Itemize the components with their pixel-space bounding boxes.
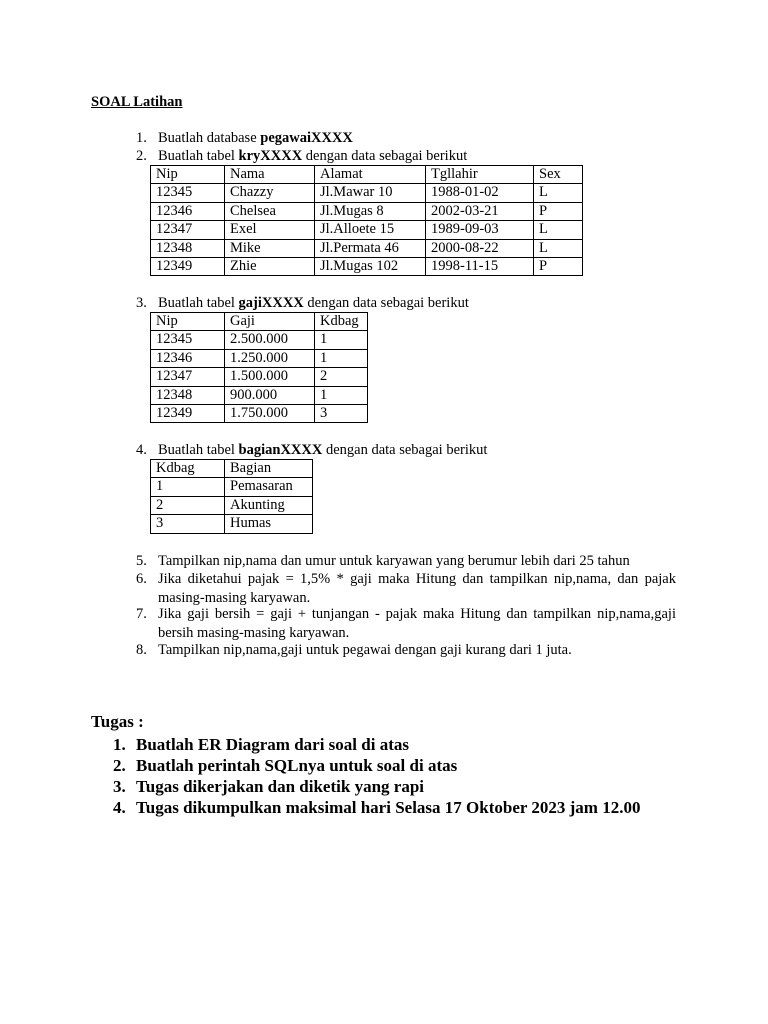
tugas-heading: Tugas :	[91, 712, 144, 731]
tugas-number: 2.	[113, 756, 126, 775]
table-cell: Humas	[225, 515, 313, 533]
table-cell: Chazzy	[225, 184, 315, 202]
tugas-text: Buatlah perintah SQLnya untuk soal di atas	[136, 756, 458, 775]
table-cell: 1	[151, 478, 225, 496]
question-text: Buatlah database	[158, 130, 261, 146]
table-row	[151, 386, 368, 404]
question-number: 7.	[136, 606, 147, 622]
table-cell: 1.750.000	[225, 404, 315, 422]
question-number: 8.	[136, 642, 147, 658]
question-4	[136, 441, 676, 460]
tugas-text: Tugas dikerjakan dan diketik yang rapi	[136, 777, 424, 796]
table-gaji	[150, 312, 368, 423]
question-number: 3.	[136, 295, 147, 311]
tugas-text: Tugas dikumpulkan maksimal hari Selasa 17 Oktober 2023 jam 12.00	[136, 798, 641, 817]
question-number: 5.	[136, 553, 147, 569]
question-number: 2.	[136, 148, 147, 164]
table-cell: Zhie	[225, 257, 315, 275]
tugas-number: 3.	[113, 777, 126, 796]
table-cell: Mike	[225, 239, 315, 257]
table-row	[151, 202, 583, 220]
question-text: dengan data sebagai berikut	[303, 295, 469, 311]
table-header-row	[151, 460, 313, 478]
table-row	[151, 404, 368, 422]
column-header: Bagian	[225, 460, 313, 478]
table-cell: Exel	[225, 221, 315, 239]
question-number: 4.	[136, 442, 147, 458]
table-cell: 12348	[151, 239, 225, 257]
column-header: Alamat	[315, 166, 426, 184]
question-7	[136, 605, 676, 642]
column-header: Kdbag	[151, 460, 225, 478]
table-cell: L	[534, 221, 583, 239]
table-cell: 1989-09-03	[426, 221, 534, 239]
table-cell: P	[534, 202, 583, 220]
table-cell: Jl.Mugas 8	[315, 202, 426, 220]
table-row	[151, 349, 368, 367]
tugas-number: 1.	[113, 735, 126, 754]
question-text: dengan data sebagai berikut	[322, 442, 488, 458]
tugas-text: Buatlah ER Diagram dari soal di atas	[136, 735, 409, 754]
table-cell: 12345	[151, 184, 225, 202]
table-cell: 1.250.000	[225, 349, 315, 367]
table-header-row	[151, 313, 368, 331]
table-cell: 12346	[151, 202, 225, 220]
table-cell: 2002-03-21	[426, 202, 534, 220]
table-name: bagianXXXX	[238, 442, 323, 458]
table-cell: Chelsea	[225, 202, 315, 220]
table-cell: Jl.Alloete 15	[315, 221, 426, 239]
table-cell: 12347	[151, 368, 225, 386]
table-cell: Jl.Permata 46	[315, 239, 426, 257]
question-5	[136, 552, 676, 571]
question-text: Jika diketahui pajak = 1,5% * gaji maka Hitung dan tampilkan nip,nama, dan pajak masing-masing karyawan.	[158, 571, 676, 606]
table-cell: 2	[315, 368, 368, 386]
question-6	[136, 570, 676, 607]
tugas-item-3	[113, 776, 733, 797]
table-cell: 2	[151, 496, 225, 514]
column-header: Nama	[225, 166, 315, 184]
question-number: 1.	[136, 130, 147, 146]
tugas-item-2	[113, 755, 733, 776]
table-cell: 12348	[151, 386, 225, 404]
table-cell: L	[534, 184, 583, 202]
table-cell: 12346	[151, 349, 225, 367]
table-cell: 12349	[151, 257, 225, 275]
column-header: Kdbag	[315, 313, 368, 331]
database-name: pegawaiXXXX	[260, 130, 353, 146]
table-row	[151, 368, 368, 386]
table-cell: Akunting	[225, 496, 313, 514]
page-title: SOAL Latihan	[91, 94, 183, 110]
question-text: Buatlah tabel	[158, 295, 239, 311]
question-8	[136, 641, 676, 660]
table-cell: P	[534, 257, 583, 275]
question-text: Buatlah tabel	[158, 148, 239, 164]
question-text: Tampilkan nip,nama dan umur untuk karyawan yang berumur lebih dari 25 tahun	[158, 553, 630, 569]
table-cell: 2000-08-22	[426, 239, 534, 257]
table-cell: 1	[315, 331, 368, 349]
table-row	[151, 331, 368, 349]
question-text: dengan data sebagai berikut	[302, 148, 468, 164]
table-cell: 1988-01-02	[426, 184, 534, 202]
question-3	[136, 294, 676, 313]
table-cell: 3	[151, 515, 225, 533]
table-cell: 12345	[151, 331, 225, 349]
table-header-row	[151, 166, 583, 184]
question-text: Buatlah tabel	[158, 442, 239, 458]
table-row	[151, 515, 313, 533]
table-cell: 12349	[151, 404, 225, 422]
table-cell: 1	[315, 386, 368, 404]
table-cell: 1998-11-15	[426, 257, 534, 275]
question-text: Tampilkan nip,nama,gaji untuk pegawai dengan gaji kurang dari 1 juta.	[158, 642, 572, 658]
table-row	[151, 496, 313, 514]
table-row	[151, 221, 583, 239]
table-name: kryXXXX	[238, 148, 303, 164]
question-1	[136, 129, 676, 148]
tugas-item-4	[113, 797, 733, 818]
table-bagian	[150, 459, 313, 534]
table-cell: Jl.Mugas 102	[315, 257, 426, 275]
table-cell: 2.500.000	[225, 331, 315, 349]
table-name: gajiXXXX	[238, 295, 304, 311]
table-cell: 1.500.000	[225, 368, 315, 386]
question-number: 6.	[136, 571, 147, 587]
column-header: Tgllahir	[426, 166, 534, 184]
table-cell: 3	[315, 404, 368, 422]
table-cell: Jl.Mawar 10	[315, 184, 426, 202]
table-row	[151, 478, 313, 496]
question-text: Jika gaji bersih = gaji + tunjangan - pajak maka Hitung dan tampilkan nip,nama,gaji bersih masing-masing karyawan.	[158, 606, 676, 641]
question-2	[136, 147, 676, 166]
column-header: Nip	[151, 166, 225, 184]
column-header: Sex	[534, 166, 583, 184]
table-cell: L	[534, 239, 583, 257]
column-header: Gaji	[225, 313, 315, 331]
table-row	[151, 239, 583, 257]
table-cell: 12347	[151, 221, 225, 239]
table-row	[151, 184, 583, 202]
table-cell: Pemasaran	[225, 478, 313, 496]
column-header: Nip	[151, 313, 225, 331]
table-kry	[150, 165, 583, 276]
table-cell: 1	[315, 349, 368, 367]
table-cell: 900.000	[225, 386, 315, 404]
table-row	[151, 257, 583, 275]
tugas-item-1	[113, 734, 733, 755]
tugas-number: 4.	[113, 798, 126, 817]
